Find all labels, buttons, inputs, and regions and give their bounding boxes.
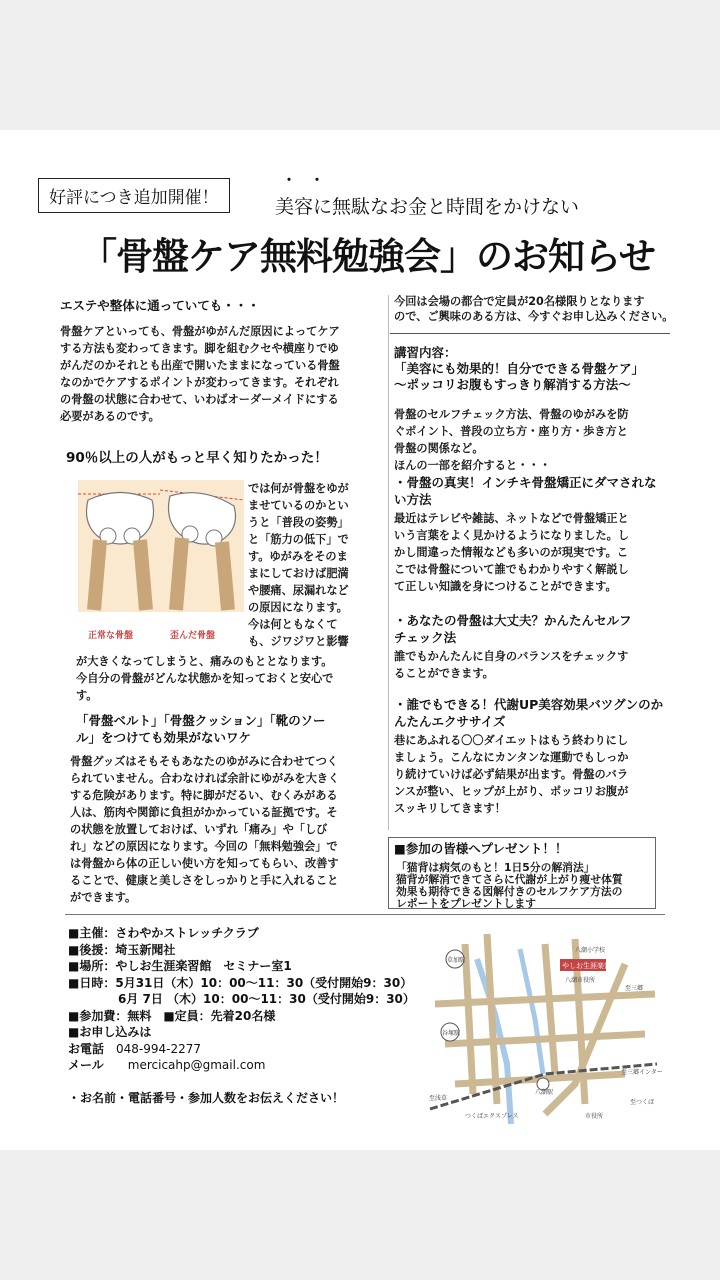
map-label: 八潮市役所	[565, 977, 596, 984]
emphasis-dots: ・・	[282, 173, 338, 189]
text-line: いう言葉をよく見かけるようになりました。し	[394, 529, 629, 542]
lecture-label: 講習内容：	[394, 345, 457, 360]
text-line: レポートをプレゼントします	[396, 897, 536, 910]
organizer: ■主催：さわやかストレッチクラブ	[68, 926, 259, 940]
text-line: 骨盤のセルフチェック方法、骨盤のゆがみを防	[394, 408, 629, 421]
phone-row	[68, 1041, 415, 1058]
text-line: 骨盤ケアといっても、骨盤がゆがんだ原因によってケア	[60, 325, 340, 338]
text-line: スッキリしてきます！	[394, 802, 506, 815]
flyer-page	[0, 130, 720, 1150]
map-label: 八潮駅	[535, 1089, 554, 1096]
mail-address[interactable]: mercicahp@gmail.com	[127, 1058, 266, 1072]
text-line: んたんエクササイズ	[394, 714, 506, 729]
goods-heading	[76, 712, 376, 746]
text-line: て正しい知識を身につけることができます。	[394, 580, 617, 593]
distorted-pelvis-illustration	[160, 480, 244, 612]
page-title: 「骨盤ケア無料勉強会」のお知らせ	[80, 234, 655, 278]
text-line: 最近はテレビや雑誌、ネットなどで骨盤矯正と	[394, 512, 629, 525]
text-line: なのかでケアするポイントが変わってきます。それぞれ	[60, 376, 339, 389]
text-line: かし間違った情報なども多いのが現実です。こ	[394, 546, 629, 559]
text-line: は骨盤から体の正しい使い方を知ってもらい、改善す	[70, 857, 339, 870]
text-line: ンスが整い、ヒップが上がり、ポッコリお腹が	[394, 785, 629, 798]
text-line: ほんの一部を紹介すると・・・	[394, 459, 551, 472]
topic2-text	[394, 648, 674, 682]
text-line: 骨盤グッズはそもそもあなたのゆがみに合わせてつく	[70, 755, 338, 768]
text-line: ので、ご興味のある方は、今すぐお申し込みください。	[394, 310, 674, 323]
normal-pelvis-illustration	[78, 480, 162, 612]
text-line: 猫背が解消できてさらに代謝が上がり痩せ体質	[396, 873, 623, 886]
text-line: 巷にあふれる〇〇ダイエットはもう終わりにし	[394, 734, 629, 747]
notice-text	[394, 294, 674, 324]
text-line: うと「普段の姿勢」	[248, 516, 349, 529]
survey-heading: 90％以上の人がもっと早く知りたかった！	[66, 450, 328, 466]
map-label: 谷塚駅	[442, 1030, 461, 1037]
map-label: 至つくば	[630, 1099, 655, 1106]
map-label: 至三郷インター	[621, 1069, 663, 1076]
column-divider	[388, 295, 389, 830]
date-2: 6月 7日 （木）10：00〜11：30（受付開始9：30）	[118, 992, 415, 1006]
text-line: の骨盤の状態に合わせて、いわばオーダーメイドにする	[60, 393, 339, 406]
text-line: 今は何ともなくて	[248, 618, 338, 631]
goods-text	[70, 753, 380, 906]
intro-heading: エステや整体に通っていても・・・	[60, 298, 260, 313]
text-line: ル」をつけても効果がないワケ	[76, 730, 252, 745]
map-label: 八潮小学校	[575, 947, 606, 954]
mail-row	[68, 1057, 415, 1074]
text-line: 誰でもかんたんに自身のバランスをチェックす	[394, 650, 629, 663]
access-map	[425, 924, 663, 1132]
intro-text	[60, 323, 380, 425]
text-line: り続けていけば必ず結果が出ます。骨盤のバラ	[394, 768, 629, 781]
text-line: がんだのかそれとも出産で開いたままになっている骨盤	[60, 359, 340, 372]
map-venue-label: やしお生涯楽習館	[562, 962, 618, 970]
text-line: ることができます。	[394, 667, 494, 680]
text-line: 「猫背は病気のもと！1日5分の解消法」	[396, 861, 595, 874]
topic2-heading	[394, 612, 674, 646]
closing-note: ・お名前・電話番号・参加人数をお伝えください！	[68, 1091, 345, 1105]
text-line: ぐポイント、普段の立ち方・座り方・歩き方と	[394, 425, 628, 438]
text-line: ませているのかとい	[248, 499, 349, 512]
phone-number[interactable]: 048-994-2277	[116, 1041, 202, 1056]
topic3-text	[394, 732, 674, 817]
lecture-text	[394, 406, 674, 474]
text-line: 今回は会場の都合で定員が20名様限りとなります	[394, 295, 645, 308]
top-band	[0, 0, 720, 130]
text-line: も、ジワジワと影響	[248, 635, 349, 648]
date-1: ■日時：5月31日（木）10：00〜11：30（受付開始9：30）	[68, 975, 413, 990]
bottom-band	[0, 1150, 720, 1280]
map-label: 市役所	[585, 1113, 604, 1120]
notice-divider	[390, 333, 670, 334]
text-line: こでは骨盤について誰でもわかりやすく解説し	[394, 563, 629, 576]
text-line: ・骨盤の真実！インチキ骨盤矯正にダマされな	[394, 475, 657, 490]
text-line: 必要があるのです。	[60, 410, 160, 423]
text-line: す。	[76, 689, 98, 702]
text-line: チェック法	[394, 630, 457, 645]
topic1-text	[394, 510, 674, 595]
text-line: する危険があります。特に脚がだるい、むくみがある	[70, 789, 338, 802]
subtitle: 美容に無駄なお金と時間をかけない	[275, 196, 580, 218]
text-line: ・誰でもできる！代謝UP美容効果バツグンのか	[394, 697, 664, 712]
text-line: の原因になります。	[248, 601, 348, 614]
lecture-title: 「美容にも効果的！自分でできる骨盤ケア」	[394, 361, 645, 376]
text-line: ましょう。こんなにカンタンな運動でもしっか	[394, 751, 629, 764]
text-line: す。ゆがみをそのま	[248, 550, 348, 563]
map-label: つくばエクスプレス	[465, 1113, 519, 1120]
info-divider	[65, 914, 665, 915]
survey-text-continued	[76, 653, 376, 704]
text-line: が大きくなってしまうと、痛みのもととなります。	[76, 655, 333, 668]
text-line: まにしておけば肥満	[248, 567, 349, 580]
text-line: 骨盤の関係など。	[394, 442, 484, 455]
text-line: れ」などの原因になります。今回の「無料勉強会」で	[70, 840, 338, 853]
text-line: と「筋力の低下」で	[248, 533, 349, 546]
present-text	[396, 862, 662, 910]
sponsor: ■後援：埼玉新聞社	[68, 942, 176, 957]
mail-label: メール	[68, 1058, 104, 1072]
text-line: や腰痛、尿漏れなど	[248, 584, 349, 597]
text-line: 今自分の骨盤がどんな状態かを知っておくと安心で	[76, 672, 334, 685]
text-line: 人は、筋肉や関節に負担がかかっている証拠です。そ	[70, 806, 338, 819]
lecture-subtitle: 〜ポッコリお腹もすっきり解消する方法〜	[394, 377, 631, 392]
map-label: 草加駅	[447, 957, 466, 964]
map-label: 至浅草	[429, 1095, 448, 1102]
present-heading: ■参加の皆様へプレゼント！！	[394, 841, 568, 856]
normal-pelvis-label: 正常な骨盤	[88, 631, 134, 641]
fee-capacity: ■参加費：無料 ■定員：先着20名様	[68, 1008, 276, 1023]
text-line: の状態を放置しておけば、いずれ「痛み」や「しび	[70, 823, 328, 836]
additional-session-badge: 好評につき追加開催！	[38, 178, 230, 213]
topic1-heading	[394, 474, 674, 508]
apply-heading: ■お申し込みは	[68, 1025, 152, 1039]
text-line: い方法	[394, 492, 432, 507]
text-line: 効果も期待できる図解付きのセルフケア方法の	[396, 885, 623, 898]
event-info	[68, 925, 415, 1074]
text-line: する方法も変わってきます。脚を組むクセや横座りでゆ	[60, 342, 339, 355]
text-line: られていません。合わなければ余計にゆがみを大きく	[70, 772, 340, 785]
text-line: ・あなたの骨盤は大丈夫？かんたんセルフ	[394, 613, 632, 628]
text-line: ることで、健康と美しさをしっかりと手に入れること	[70, 874, 339, 887]
text-line: ができます。	[70, 891, 137, 904]
map-label: 至三郷	[625, 985, 644, 992]
text-line: では何が骨盤をゆが	[248, 482, 349, 495]
phone-label: お電話	[68, 1041, 105, 1056]
venue: ■場所：やしお生涯楽習館 セミナー室1	[68, 959, 292, 973]
survey-text	[248, 480, 378, 650]
distorted-pelvis-label: 歪んだ骨盤	[170, 631, 216, 641]
topic3-heading	[394, 696, 674, 730]
text-line: 「骨盤ベルト」「骨盤クッション」「靴のソー	[76, 713, 326, 728]
